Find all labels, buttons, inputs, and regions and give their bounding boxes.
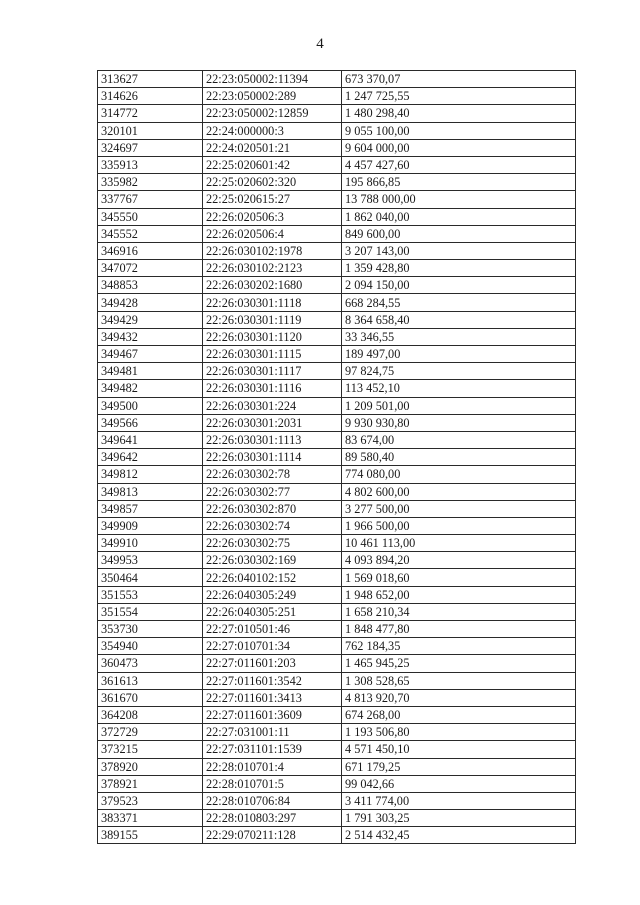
cadastral-value-cell: 674 268,00 — [342, 706, 576, 723]
cadastral-number-cell: 22:25:020601:42 — [203, 156, 342, 173]
record-number-cell: 378921 — [98, 775, 203, 792]
record-number-cell: 349909 — [98, 517, 203, 534]
cadastral-value-cell: 97 824,75 — [342, 363, 576, 380]
cadastral-number-cell: 22:27:011601:3542 — [203, 672, 342, 689]
record-number-cell: 350464 — [98, 569, 203, 586]
table-row — [98, 689, 576, 706]
cadastral-number-cell: 22:26:030301:1119 — [203, 311, 342, 328]
table-row — [98, 431, 576, 448]
record-number-cell: 349467 — [98, 346, 203, 363]
cadastral-value-table — [97, 70, 576, 844]
record-number-cell: 372729 — [98, 724, 203, 741]
table-row — [98, 156, 576, 173]
cadastral-value-cell: 1 480 298,40 — [342, 105, 576, 122]
table-row — [98, 380, 576, 397]
cadastral-number-cell: 22:26:030302:78 — [203, 466, 342, 483]
cadastral-value-cell: 1 569 018,60 — [342, 569, 576, 586]
table-row — [98, 672, 576, 689]
cadastral-value-cell: 2 514 432,45 — [342, 827, 576, 844]
record-number-cell: 349910 — [98, 535, 203, 552]
table-row — [98, 466, 576, 483]
cadastral-value-cell: 195 866,85 — [342, 174, 576, 191]
cadastral-value-cell: 1 948 652,00 — [342, 586, 576, 603]
table-row — [98, 397, 576, 414]
table-row — [98, 328, 576, 345]
record-number-cell: 347072 — [98, 260, 203, 277]
record-number-cell: 349482 — [98, 380, 203, 397]
cadastral-number-cell: 22:26:030302:870 — [203, 500, 342, 517]
table-row — [98, 775, 576, 792]
cadastral-number-cell: 22:26:030302:169 — [203, 552, 342, 569]
record-number-cell: 349429 — [98, 311, 203, 328]
cadastral-value-cell: 1 966 500,00 — [342, 517, 576, 534]
cadastral-number-cell: 22:28:010706:84 — [203, 792, 342, 809]
cadastral-value-cell: 1 247 725,55 — [342, 88, 576, 105]
record-number-cell: 349481 — [98, 363, 203, 380]
cadastral-value-cell: 1 308 528,65 — [342, 672, 576, 689]
cadastral-value-cell: 113 452,10 — [342, 380, 576, 397]
cadastral-number-cell: 22:28:010701:4 — [203, 758, 342, 775]
record-number-cell: 324697 — [98, 139, 203, 156]
cadastral-number-cell: 22:25:020602:320 — [203, 174, 342, 191]
record-number-cell: 351553 — [98, 586, 203, 603]
cadastral-value-cell: 4 802 600,00 — [342, 483, 576, 500]
cadastral-number-cell: 22:26:020506:3 — [203, 208, 342, 225]
cadastral-number-cell: 22:26:040305:249 — [203, 586, 342, 603]
cadastral-number-cell: 22:26:030301:1114 — [203, 449, 342, 466]
table-row — [98, 122, 576, 139]
cadastral-number-cell: 22:29:070211:128 — [203, 827, 342, 844]
cadastral-number-cell: 22:26:040305:251 — [203, 603, 342, 620]
cadastral-value-cell: 83 674,00 — [342, 431, 576, 448]
cadastral-value-cell: 10 461 113,00 — [342, 535, 576, 552]
record-number-cell: 378920 — [98, 758, 203, 775]
record-number-cell: 354940 — [98, 638, 203, 655]
cadastral-number-cell: 22:26:030302:74 — [203, 517, 342, 534]
table-row — [98, 792, 576, 809]
cadastral-number-cell: 22:26:030102:2123 — [203, 260, 342, 277]
cadastral-number-cell: 22:26:020506:4 — [203, 225, 342, 242]
cadastral-number-cell: 22:26:030302:75 — [203, 535, 342, 552]
record-number-cell: 346916 — [98, 242, 203, 259]
cadastral-value-cell: 9 055 100,00 — [342, 122, 576, 139]
record-number-cell: 349432 — [98, 328, 203, 345]
table-row — [98, 242, 576, 259]
cadastral-number-cell: 22:24:020501:21 — [203, 139, 342, 156]
cadastral-value-cell: 774 080,00 — [342, 466, 576, 483]
table-row — [98, 311, 576, 328]
record-number-cell: 349953 — [98, 552, 203, 569]
cadastral-value-cell: 1 193 506,80 — [342, 724, 576, 741]
table-row — [98, 225, 576, 242]
cadastral-value-cell: 849 600,00 — [342, 225, 576, 242]
cadastral-number-cell: 22:27:031001:11 — [203, 724, 342, 741]
record-number-cell: 349428 — [98, 294, 203, 311]
cadastral-value-cell: 671 179,25 — [342, 758, 576, 775]
cadastral-value-cell: 668 284,55 — [342, 294, 576, 311]
table-row — [98, 741, 576, 758]
record-number-cell: 349857 — [98, 500, 203, 517]
table-row — [98, 294, 576, 311]
table-row — [98, 449, 576, 466]
table-row — [98, 71, 576, 88]
record-number-cell: 349812 — [98, 466, 203, 483]
cadastral-value-cell: 2 094 150,00 — [342, 277, 576, 294]
record-number-cell: 361613 — [98, 672, 203, 689]
table-row — [98, 810, 576, 827]
record-number-cell: 349642 — [98, 449, 203, 466]
cadastral-value-cell: 99 042,66 — [342, 775, 576, 792]
cadastral-value-cell: 1 658 210,34 — [342, 603, 576, 620]
cadastral-value-cell: 3 277 500,00 — [342, 500, 576, 517]
cadastral-number-cell: 22:23:050002:289 — [203, 88, 342, 105]
cadastral-value-cell: 1 791 303,25 — [342, 810, 576, 827]
cadastral-number-cell: 22:26:030202:1680 — [203, 277, 342, 294]
record-number-cell: 379523 — [98, 792, 203, 809]
table-row — [98, 260, 576, 277]
cadastral-value-cell: 4 457 427,60 — [342, 156, 576, 173]
record-number-cell: 351554 — [98, 603, 203, 620]
table-row — [98, 105, 576, 122]
cadastral-value-cell: 4 093 894,20 — [342, 552, 576, 569]
cadastral-number-cell: 22:27:010501:46 — [203, 621, 342, 638]
table-row — [98, 724, 576, 741]
cadastral-value-cell: 4 571 450,10 — [342, 741, 576, 758]
record-number-cell: 335982 — [98, 174, 203, 191]
table-row — [98, 586, 576, 603]
table-row — [98, 603, 576, 620]
record-number-cell: 383371 — [98, 810, 203, 827]
table-row — [98, 638, 576, 655]
table-row — [98, 655, 576, 672]
table-row — [98, 139, 576, 156]
cadastral-number-cell: 22:27:010701:34 — [203, 638, 342, 655]
cadastral-value-cell: 4 813 920,70 — [342, 689, 576, 706]
table-row — [98, 88, 576, 105]
table-row — [98, 191, 576, 208]
record-number-cell: 349500 — [98, 397, 203, 414]
cadastral-value-cell: 3 207 143,00 — [342, 242, 576, 259]
cadastral-number-cell: 22:28:010701:5 — [203, 775, 342, 792]
record-number-cell: 389155 — [98, 827, 203, 844]
cadastral-value-cell: 1 209 501,00 — [342, 397, 576, 414]
table-row — [98, 706, 576, 723]
cadastral-number-cell: 22:27:011601:3609 — [203, 706, 342, 723]
table-row — [98, 208, 576, 225]
cadastral-value-cell: 8 364 658,40 — [342, 311, 576, 328]
cadastral-value-cell: 1 848 477,80 — [342, 621, 576, 638]
cadastral-value-cell: 673 370,07 — [342, 71, 576, 88]
cadastral-number-cell: 22:26:030301:1117 — [203, 363, 342, 380]
cadastral-number-cell: 22:27:011601:3413 — [203, 689, 342, 706]
cadastral-value-cell: 189 497,00 — [342, 346, 576, 363]
table-row — [98, 552, 576, 569]
cadastral-number-cell: 22:26:030301:1118 — [203, 294, 342, 311]
record-number-cell: 314772 — [98, 105, 203, 122]
cadastral-value-cell: 1 862 040,00 — [342, 208, 576, 225]
table-row — [98, 500, 576, 517]
cadastral-value-cell: 9 930 930,80 — [342, 414, 576, 431]
cadastral-number-cell: 22:24:000000:3 — [203, 122, 342, 139]
table-row — [98, 517, 576, 534]
cadastral-number-cell: 22:26:030302:77 — [203, 483, 342, 500]
cadastral-number-cell: 22:26:030301:2031 — [203, 414, 342, 431]
record-number-cell: 373215 — [98, 741, 203, 758]
record-number-cell: 348853 — [98, 277, 203, 294]
record-number-cell: 361670 — [98, 689, 203, 706]
record-number-cell: 335913 — [98, 156, 203, 173]
cadastral-number-cell: 22:26:030301:1115 — [203, 346, 342, 363]
cadastral-number-cell: 22:25:020615:27 — [203, 191, 342, 208]
record-number-cell: 364208 — [98, 706, 203, 723]
record-number-cell: 320101 — [98, 122, 203, 139]
cadastral-number-cell: 22:27:011601:203 — [203, 655, 342, 672]
cadastral-value-cell: 9 604 000,00 — [342, 139, 576, 156]
record-number-cell: 353730 — [98, 621, 203, 638]
record-number-cell: 349813 — [98, 483, 203, 500]
table-row — [98, 827, 576, 844]
cadastral-number-cell: 22:27:031101:1539 — [203, 741, 342, 758]
cadastral-value-cell: 1 465 945,25 — [342, 655, 576, 672]
cadastral-number-cell: 22:26:030301:1113 — [203, 431, 342, 448]
record-number-cell: 349566 — [98, 414, 203, 431]
cadastral-number-cell: 22:26:030301:1116 — [203, 380, 342, 397]
cadastral-value-cell: 13 788 000,00 — [342, 191, 576, 208]
table-row — [98, 483, 576, 500]
cadastral-value-cell: 762 184,35 — [342, 638, 576, 655]
table-body — [98, 71, 576, 844]
cadastral-number-cell: 22:26:040102:152 — [203, 569, 342, 586]
cadastral-number-cell: 22:28:010803:297 — [203, 810, 342, 827]
cadastral-value-cell: 1 359 428,80 — [342, 260, 576, 277]
table-row — [98, 569, 576, 586]
cadastral-number-cell: 22:23:050002:12859 — [203, 105, 342, 122]
cadastral-number-cell: 22:26:030102:1978 — [203, 242, 342, 259]
table-row — [98, 277, 576, 294]
page-number: 4 — [316, 36, 324, 52]
record-number-cell: 345552 — [98, 225, 203, 242]
table-row — [98, 174, 576, 191]
cadastral-value-cell: 89 580,40 — [342, 449, 576, 466]
table-row — [98, 414, 576, 431]
cadastral-value-cell: 3 411 774,00 — [342, 792, 576, 809]
record-number-cell: 314626 — [98, 88, 203, 105]
table-row — [98, 363, 576, 380]
record-number-cell: 337767 — [98, 191, 203, 208]
record-number-cell: 345550 — [98, 208, 203, 225]
record-number-cell: 360473 — [98, 655, 203, 672]
table-row — [98, 346, 576, 363]
cadastral-value-cell: 33 346,55 — [342, 328, 576, 345]
cadastral-number-cell: 22:26:030301:224 — [203, 397, 342, 414]
cadastral-number-cell: 22:26:030301:1120 — [203, 328, 342, 345]
record-number-cell: 313627 — [98, 71, 203, 88]
table-row — [98, 621, 576, 638]
table-row — [98, 758, 576, 775]
record-number-cell: 349641 — [98, 431, 203, 448]
table-row — [98, 535, 576, 552]
cadastral-number-cell: 22:23:050002:11394 — [203, 71, 342, 88]
